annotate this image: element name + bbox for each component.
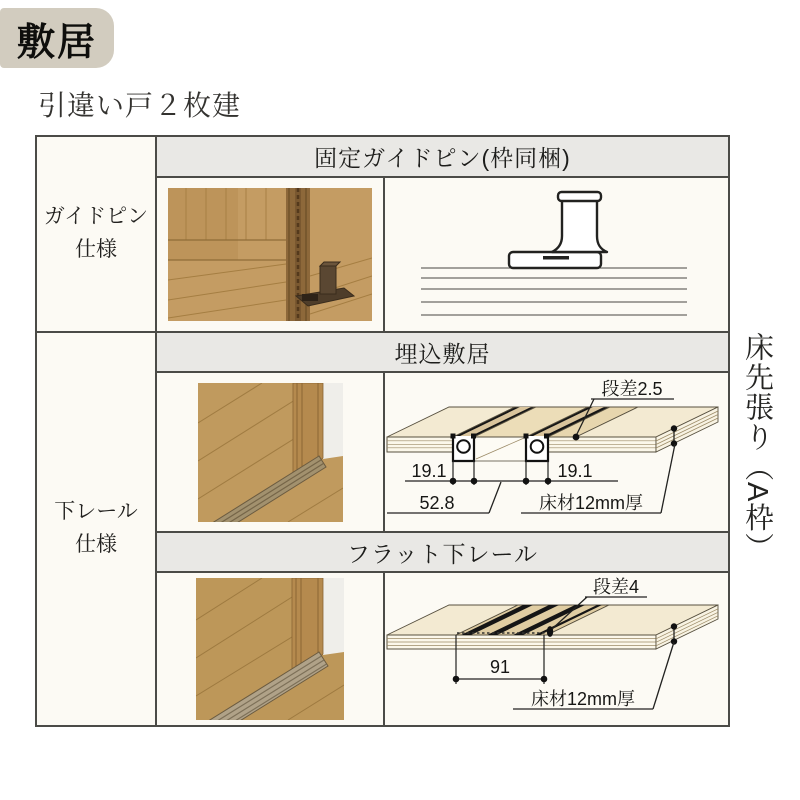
header-text: 埋込敷居 xyxy=(394,340,491,367)
guide-pin-photo-image xyxy=(168,188,372,321)
row-label-guide-pin xyxy=(37,137,155,331)
section-badge: 敷居 xyxy=(0,8,114,68)
dim-91: 91 xyxy=(489,657,511,677)
header-text: 固定ガイドピン(枠同梱) xyxy=(314,145,571,171)
embedded-sill-photo xyxy=(157,373,383,531)
page-subtitle: 引違い戸２枚建 xyxy=(38,90,242,121)
guide-pin-diagram-image xyxy=(385,178,728,331)
row-label-line: 仕様 xyxy=(75,238,117,261)
dim-52-8: 52.8 xyxy=(419,493,455,513)
guide-pin-diagram xyxy=(385,178,728,331)
header-fixed-guide-pin xyxy=(157,137,728,176)
dim-19-1-right: 19.1 xyxy=(557,461,593,481)
flat-rail-diagram-image xyxy=(385,573,728,725)
header-text: フラット下レール xyxy=(346,540,539,567)
flat-rail-photo-image xyxy=(196,578,344,720)
embedded-sill-photo-image xyxy=(198,383,343,522)
row-label-line: 仕様 xyxy=(75,533,117,556)
row-label-line: 下レール xyxy=(54,500,138,524)
embedded-sill-diagram xyxy=(385,373,728,531)
side-note-floor-first: 床先張り（A枠） xyxy=(741,332,773,563)
step-label: 段差2.5 xyxy=(601,379,663,399)
step-label: 段差4 xyxy=(592,577,640,597)
floor-thickness-label: 床材12mm厚 xyxy=(530,689,636,709)
spec-table xyxy=(35,135,730,727)
floor-thickness-label: 床材12mm厚 xyxy=(538,493,644,513)
dim-19-1-left: 19.1 xyxy=(411,461,447,481)
flat-rail-photo xyxy=(157,573,383,725)
embedded-sill-diagram-image xyxy=(385,373,728,531)
header-flat-rail xyxy=(157,533,728,571)
row-label-line: ガイドピン xyxy=(43,205,149,229)
row-label-bottom-rail xyxy=(37,333,155,725)
header-embedded-sill xyxy=(157,333,728,371)
guide-pin-photo xyxy=(157,178,383,331)
flat-rail-diagram xyxy=(385,573,728,725)
